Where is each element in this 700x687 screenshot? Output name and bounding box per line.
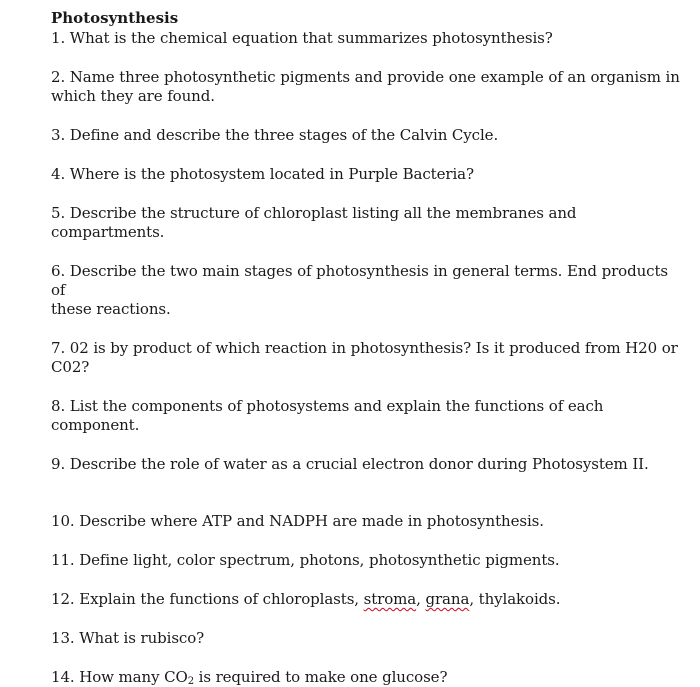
question-7-line-1: 7. 02 is by product of which reaction in photosynthesis? Is it produced from H20 or <box>51 339 678 357</box>
question-12-separator: , <box>416 590 426 608</box>
question-7-line-2: C02? <box>51 358 90 376</box>
worksheet-page <box>51 9 681 687</box>
question-14-subscript: 2 <box>187 676 194 687</box>
question-14 <box>51 668 681 687</box>
question-11: 11. Define light, color spectrum, photons, photosynthetic pigments. <box>51 551 560 569</box>
question-10: 10. Describe where ATP and NADPH are made in photosynthesis. <box>51 512 544 530</box>
question-13: 13. What is rubisco? <box>51 629 205 647</box>
page-title: Photosynthesis <box>51 9 179 27</box>
question-14-prefix: 14. How many CO <box>51 668 188 686</box>
question-8: 8. List the components of photosystems and explain the functions of each component. <box>51 397 604 434</box>
question-7 <box>51 339 681 377</box>
question-2 <box>51 68 681 106</box>
question-6 <box>51 262 681 319</box>
question-1: 1. What is the chemical equation that summarizes photosynthesis? <box>51 29 553 47</box>
question-14-suffix: is required to make one glucose? <box>193 668 448 686</box>
question-12 <box>51 590 681 609</box>
question-9: 9. Describe the role of water as a crucial electron donor during Photosystem II. <box>51 455 649 473</box>
question-3: 3. Define and describe the three stages of the Calvin Cycle. <box>51 126 499 144</box>
question-2-line-1: 2. Name three photosynthetic pigments and provide one example of an organism in <box>51 68 680 86</box>
question-6-line-1: 6. Describe the two main stages of photosynthesis in general terms. End products of <box>51 262 668 299</box>
question-6-line-2: these reactions. <box>51 300 171 318</box>
question-4: 4. Where is the photosystem located in Purple Bacteria? <box>51 165 474 183</box>
question-12-prefix: 12. Explain the functions of chloroplasts, <box>51 590 364 608</box>
question-2-line-2: which they are found. <box>51 87 215 105</box>
question-5: 5. Describe the structure of chloroplast listing all the membranes and compartments. <box>51 204 577 241</box>
question-12-suffix: , thylakoids. <box>469 590 561 608</box>
spellcheck-word-grana[interactable]: grana <box>425 590 470 608</box>
spellcheck-word-stroma[interactable]: stroma <box>363 590 417 608</box>
